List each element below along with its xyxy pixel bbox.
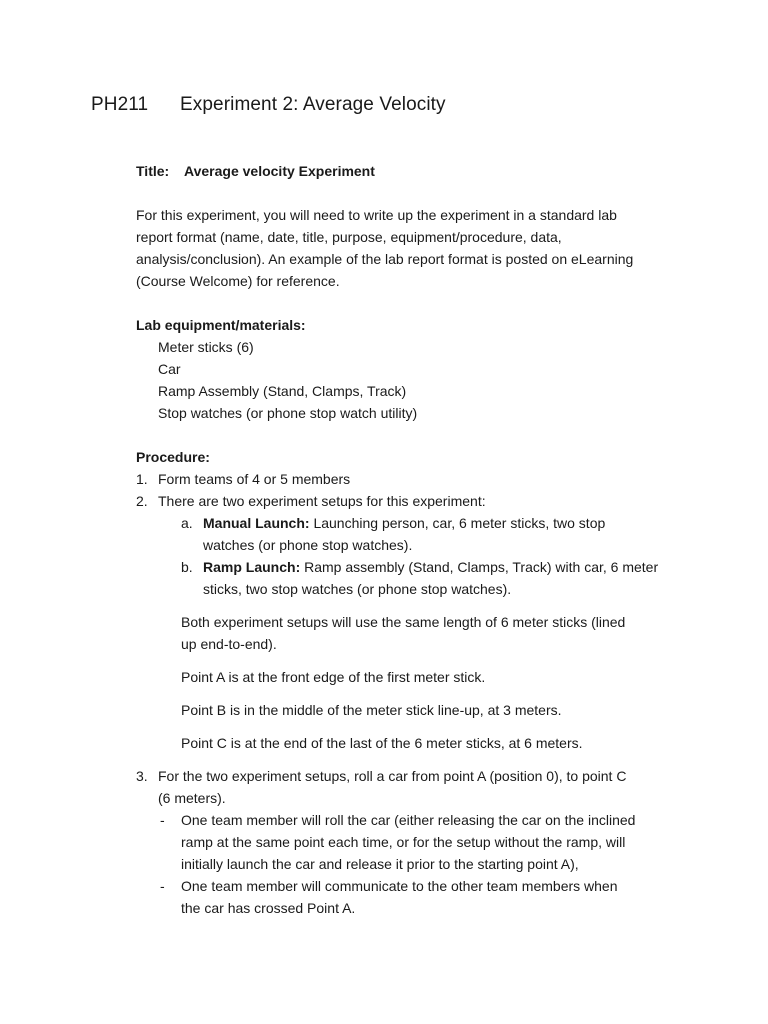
sub-letter: b. (181, 559, 193, 575)
note-point-b: Point B is in the middle of the meter stick line-up, at 3 meters. (181, 702, 562, 718)
bullet-line: initially launch the car and release it prior to the starting point A), (181, 856, 579, 872)
step-number: 1. (136, 471, 148, 487)
setup-manual-launch (136, 512, 681, 556)
step-number: 2. (136, 493, 148, 509)
note-setup-length (136, 611, 681, 655)
intro-line: report format (name, date, title, purpose, equipment/procedure, data, (136, 229, 562, 245)
intro-line: (Course Welcome) for reference. (136, 273, 340, 289)
title-text: Average velocity Experiment (184, 163, 375, 179)
dash-marker: - (160, 878, 165, 894)
equipment-item: Car (158, 361, 181, 377)
setup-name: Manual Launch: (203, 515, 310, 531)
step-text: There are two experiment setups for this experiment: (158, 493, 486, 509)
note-point-c: Point C is at the end of the last of the 6 meter sticks, at 6 meters. (181, 735, 583, 751)
bullet-roll-car (136, 809, 681, 875)
bullet-communicate (136, 875, 681, 919)
equipment-item: Stop watches (or phone stop watch utility) (158, 405, 418, 421)
step-text-cont: (6 meters). (158, 790, 226, 806)
setup-desc: Launching person, car, 6 meter sticks, two stop (309, 515, 606, 531)
procedure-section (136, 446, 681, 919)
procedure-step-1 (136, 468, 681, 490)
bullet-line: ramp at the same point each time, or for the setup without the ramp, will (181, 834, 626, 850)
equipment-item: Meter sticks (6) (158, 339, 254, 355)
bullet-line: the car has crossed Point A. (181, 900, 356, 916)
procedure-step-3 (136, 765, 681, 809)
note-line: up end-to-end). (181, 636, 277, 652)
setup-desc: Ramp assembly (Stand, Clamps, Track) with car, 6 meter (300, 559, 659, 575)
document-body (136, 160, 681, 919)
document-header (91, 94, 446, 116)
note-line: Both experiment setups will use the same length of 6 meter sticks (lined (181, 614, 626, 630)
equipment-section (136, 314, 681, 424)
step-text: For the two experiment setups, roll a car from point A (position 0), to point C (158, 768, 627, 784)
equipment-heading: Lab equipment/materials: (136, 317, 306, 333)
bullet-line: One team member will communicate to the other team members when (181, 878, 618, 894)
intro-line: analysis/conclusion). An example of the lab report format is posted on eLearning (136, 251, 634, 267)
equipment-item: Ramp Assembly (Stand, Clamps, Track) (158, 383, 407, 399)
experiment-title: Experiment 2: Average Velocity (180, 94, 446, 115)
setup-desc-cont: sticks, two stop watches (or phone stop watches). (203, 581, 512, 597)
procedure-heading: Procedure: (136, 449, 210, 465)
setup-ramp-launch (136, 556, 681, 600)
title-label: Title: (136, 163, 170, 179)
intro-line: For this experiment, you will need to write up the experiment in a standard lab (136, 207, 617, 223)
step-text: Form teams of 4 or 5 members (158, 471, 351, 487)
step-number: 3. (136, 768, 148, 784)
procedure-step-2 (136, 490, 681, 512)
setup-name: Ramp Launch: (203, 559, 301, 575)
sub-letter: a. (181, 515, 193, 531)
bullet-line: One team member will roll the car (either releasing the car on the inclined (181, 812, 636, 828)
title-line (136, 160, 681, 182)
course-code: PH211 (91, 94, 149, 115)
intro-paragraph (136, 204, 681, 292)
setup-desc-cont: watches (or phone stop watches). (203, 537, 413, 553)
dash-marker: - (160, 812, 165, 828)
note-point-a: Point A is at the front edge of the first meter stick. (181, 669, 486, 685)
